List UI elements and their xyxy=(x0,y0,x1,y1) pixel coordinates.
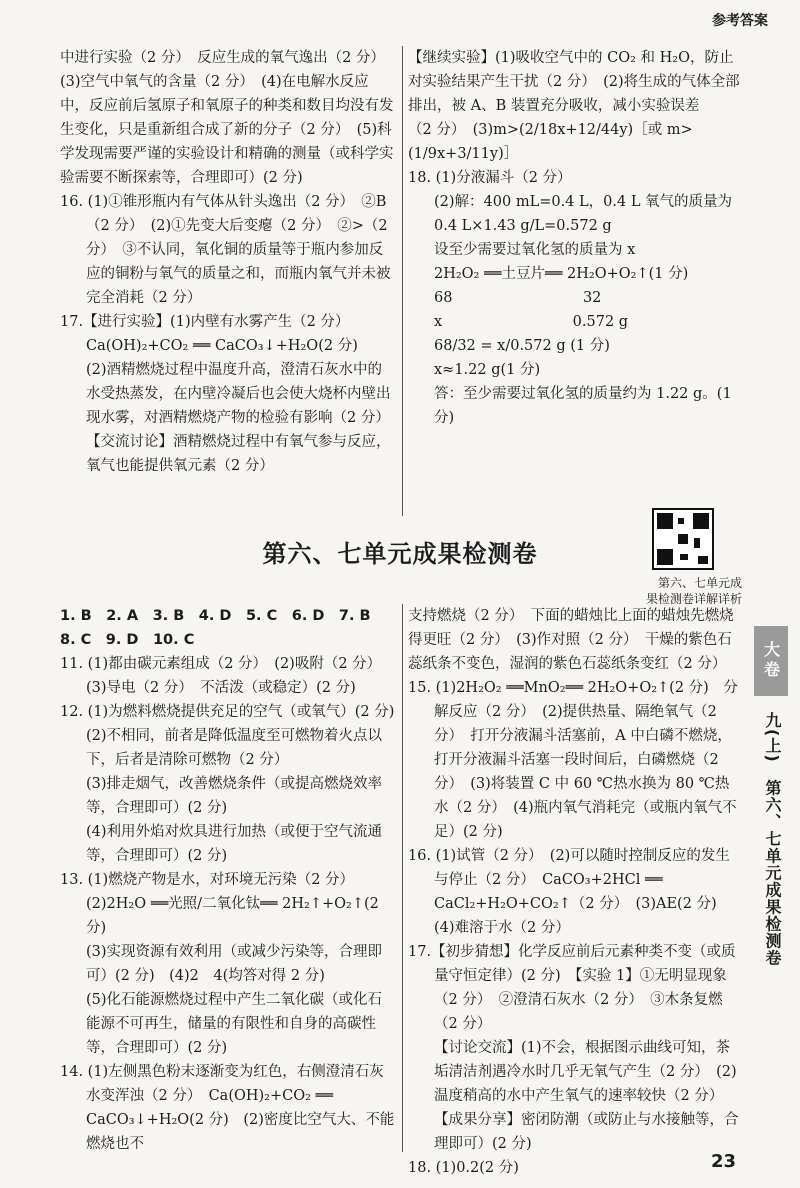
answer-paragraph: (5)化石能源燃烧过程中产生二氧化碳（或化石能源不可再生，储量的有限性和自身的高碳性等，合理即可）(2 分) xyxy=(86,992,383,1056)
top-right-column xyxy=(408,46,743,430)
choice-answers: 8. C 9. D 10. C xyxy=(60,632,195,648)
answer-paragraph: (3)导电（2 分） 不活泼（或稳定）(2 分) xyxy=(86,680,356,696)
answer-paragraph: 答：至少需要过氧化氢的质量约为 1.22 g。(1 分) xyxy=(434,386,732,426)
answer-paragraph: （2 分） (3)m>(2/18x+12/44y)［或 m>(1/9x+3/11y)］ xyxy=(408,122,693,162)
qr-code-icon[interactable] xyxy=(652,508,714,570)
answer-paragraph: (2)酒精燃烧过程中温度升高，澄清石灰水中的水受热蒸发，在内壁冷凝后也会使大烧杯内壁出现水雾，对酒精燃烧产物的检验有影响（2 分） xyxy=(86,362,391,426)
section-title: 第六、七单元成果检测卷 xyxy=(262,540,538,568)
answer-paragraph: 17.【初步猜想】化学反应前后元素种类不变（或质量守恒定律）(2 分) 【实验 1】①无明显现象（2 分） ②澄清石灰水（2 分） ③木条复燃（2 分） xyxy=(408,944,736,1032)
running-title: 参考答案 xyxy=(712,13,768,29)
answer-paragraph: (3)实现资源有效利用（或减少污染等，合理即可）(2 分) (4)2 4(均答对得 2 分) xyxy=(86,944,383,984)
side-tab: 大卷 xyxy=(754,626,788,696)
equation-line: 68 32 xyxy=(434,290,602,306)
qr-caption xyxy=(646,575,742,607)
top-left-column xyxy=(60,46,395,478)
answer-paragraph: 【交流讨论】酒精燃烧过程中有氧气参与反应，氧气也能提供氧元素（2 分） xyxy=(86,434,391,474)
column-divider xyxy=(402,604,403,1152)
choice-answers: 1. B 2. A 3. B 4. D 5. C 6. D 7. B xyxy=(60,608,371,624)
answer-paragraph: 12. (1)为燃料燃烧提供充足的空气（或氧气）(2 分) xyxy=(60,704,395,720)
equation-line: 68/32 = x/0.572 g (1 分) xyxy=(434,338,610,354)
answer-paragraph: 【讨论交流】(1)不会，根据图示曲线可知，茶垢清洁剂遇冷水时几乎无氧气产生（2 分） (2)温度稍高的水中产生氧气的速率较快（2 分） xyxy=(434,1040,737,1104)
bottom-right-column xyxy=(408,604,743,1180)
answer-paragraph: 14. (1)左侧黑色粉末逐渐变为红色，右侧澄清石灰水变浑浊（2 分） Ca(OH)₂+CO₂ ══ CaCO₃↓+H₂O(2 分) (2)密度比空气大、不能燃烧也不 xyxy=(60,1064,395,1152)
equation-line: x 0.572 g xyxy=(434,314,629,330)
answer-paragraph: 中进行实验（2 分） 反应生成的氧气逸出（2 分） (3)空气中氧气的含量（2 分） (4)在电解水反应中，反应前后氢原子和氧原子的种类和数目均没有发生变化，只是重新组合成了新的分子（2 分） (5)科学发现需要严谨的实验设计和精确的测量（或科学实验需要不断探索等，合理即可）(2 分) xyxy=(60,50,394,186)
page-number: 23 xyxy=(710,1151,736,1172)
equation-line: x≈1.22 g(1 分) xyxy=(434,362,541,378)
qr-caption-line: 第六、七单元成 xyxy=(657,576,742,590)
side-vertical-title: 九(上) 第六、七单元成果检测卷 xyxy=(763,712,782,967)
answer-paragraph: 设至少需要过氧化氢的质量为 x xyxy=(434,242,636,258)
answer-paragraph: 13. (1)燃烧产物是水，对环境无污染（2 分） xyxy=(60,872,355,888)
answer-paragraph: 16. (1)试管（2 分） (2)可以随时控制反应的发生与停止（2 分） CaCO₃+2HCl ══ CaCl₂+H₂O+CO₂↑（2 分） (3)AE(2 分) (4)难溶于水（2 分） xyxy=(408,848,732,936)
answer-paragraph: (2)不相同，前者是降低温度至可燃物着火点以下，后者是清除可燃物（2 分） xyxy=(86,728,383,768)
answer-paragraph: 18. (1)0.2(2 分) xyxy=(408,1160,519,1176)
equation-line: Ca(OH)₂+CO₂ ══ CaCO₃↓+H₂O(2 分) xyxy=(86,338,358,354)
answer-paragraph: 18. (1)分液漏斗（2 分） xyxy=(408,170,572,186)
answer-paragraph: 【继续实验】(1)吸收空气中的 CO₂ 和 H₂O，防止对实验结果产生干扰（2 分） (2)将生成的气体全部排出，被 A、B 装置充分吸收，减小实验误差 xyxy=(408,50,740,114)
column-divider xyxy=(402,46,403,516)
equation-line: (2)2H₂O ══光照/二氧化钛══ 2H₂↑+O₂↑(2 分) xyxy=(86,896,379,936)
equation-line: 2H₂O₂ ══土豆片══ 2H₂O+O₂↑(1 分) xyxy=(434,266,689,282)
answer-paragraph: 17.【进行实验】(1)内壁有水雾产生（2 分） xyxy=(60,314,350,330)
answer-paragraph: 【成果分享】密闭防潮（或防止与水接触等，合理即可）(2 分) xyxy=(434,1112,739,1152)
answer-paragraph: 15. (1)2H₂O₂ ══MnO₂══ 2H₂O+O₂↑(2 分) 分解反应（2 分） (2)提供热量、隔绝氧气（2 分） 打开分液漏斗活塞前，A 中白磷不燃烧，打开分液漏斗活塞一段时间后，白磷燃烧（2 分） (3)将装置 C 中 60 ℃热水换为 80 ℃热水（2 分） (4)瓶内氧气消耗完（或瓶内氧气不足）(2 分) xyxy=(408,680,738,840)
answer-paragraph: (4)利用外焰对炊具进行加热（或便于空气流通等，合理即可）(2 分) xyxy=(86,824,383,864)
bottom-left-column xyxy=(60,604,395,1156)
answer-paragraph: 11. (1)都由碳元素组成（2 分） (2)吸附（2 分） xyxy=(60,656,382,672)
answer-paragraph: (2)解：400 mL=0.4 L，0.4 L 氧气的质量为 0.4 L×1.43 g/L=0.572 g xyxy=(434,194,733,234)
answer-paragraph: (3)排走烟气，改善燃烧条件（或提高燃烧效率等，合理即可）(2 分) xyxy=(86,776,383,816)
answer-paragraph: 支持燃烧（2 分） 下面的蜡烛比上面的蜡烛先燃烧得更旺（2 分） (3)作对照（2 分） 干燥的紫色石蕊纸条不变色，湿润的紫色石蕊纸条变红（2 分） xyxy=(408,608,734,672)
answer-paragraph: 16. (1)①锥形瓶内有气体从针头逸出（2 分） ②B（2 分） (2)①先变大后变瘪（2 分） ②>（2 分） ③不认同，氧化铜的质量等于瓶内参加反应的铜粉与氧气的质量之和，而瓶内氧气并未被完全消耗（2 分） xyxy=(60,194,391,306)
qr-caption-line: 果检测卷详解详析 xyxy=(645,592,742,606)
